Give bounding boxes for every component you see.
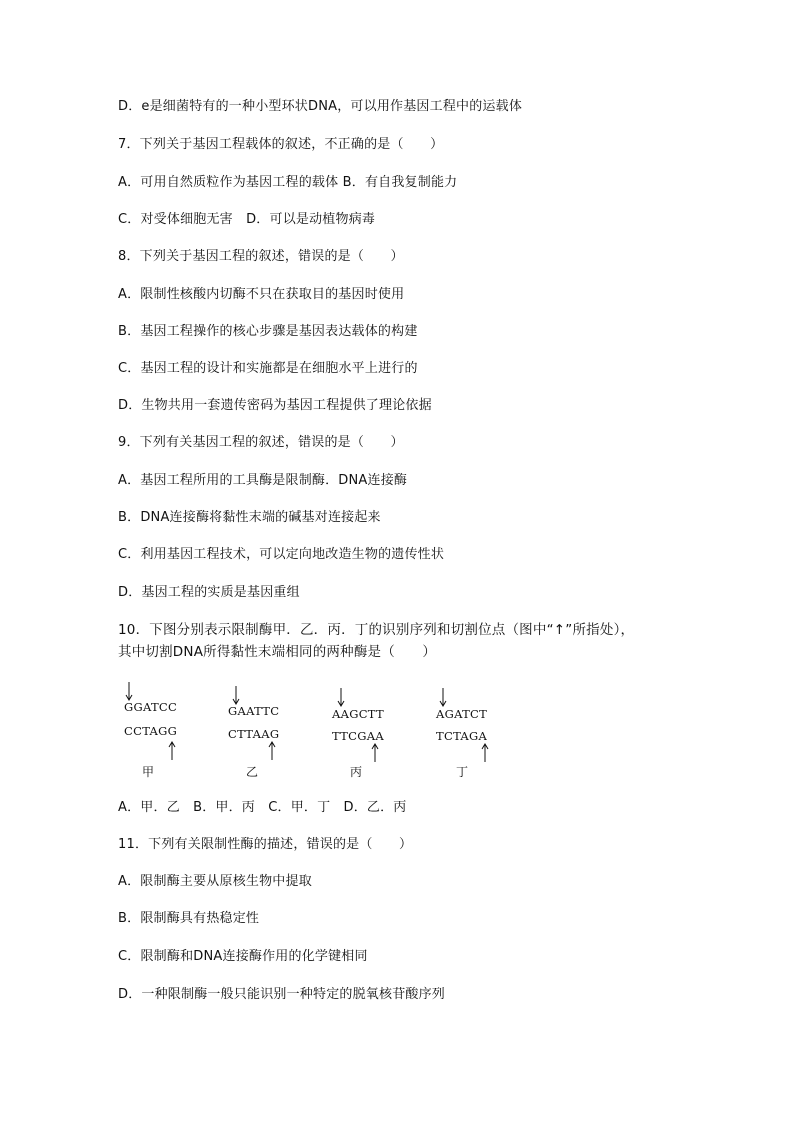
option-8a: A．限制性核酸内切酶不只在获取目的基因时使用 [118,287,405,302]
options-7cd: C．对受体细胞无害 D．可以是动植物病毒 [118,212,376,227]
up-arrow-icon [267,740,277,760]
option-11d: D．一种限制酶一般只能识别一种特定的脱氧核苷酸序列 [118,987,446,1002]
enzyme-label: 甲 [142,765,155,779]
option-8b: B．基因工程操作的核心步骤是基因表达载体的构建 [118,324,418,339]
enzyme-ding [436,682,516,782]
recognition-sequence-bottom: TTCGAA [332,729,384,743]
option-11c: C．限制酶和DNA连接酶作用的化学键相同 [118,949,368,964]
down-arrow-icon [231,686,241,706]
option-8d: D．生物共用一套遗传密码为基因工程提供了理论依据 [118,398,432,413]
option-6d: D．e是细菌特有的一种小型环状DNA，可以用作基因工程中的运载体 [118,99,523,114]
option-11b: B．限制酶具有热稳定性 [118,911,260,926]
option-11a: A．限制酶主要从原核生物中提取 [118,874,312,889]
option-8c: C．基因工程的设计和实施都是在细胞水平上进行的 [118,361,418,376]
question-10-line1: 10．下图分别表示限制酶甲．乙．丙．丁的识别序列和切割位点（图中“↑”所指处）， [118,622,635,638]
recognition-sequence-top: GGATCC [124,700,178,714]
enzyme-label: 乙 [246,765,259,779]
up-arrow-icon [370,742,380,762]
enzyme-label: 丙 [350,765,363,779]
option-9c: C．利用基因工程技术，可以定向地改造生物的遗传性状 [118,547,445,562]
option-9b: B．DNA连接酶将黏性末端的碱基对连接起来 [118,510,381,525]
recognition-sequence-top: GAATTC [228,704,280,718]
question-10-line2: 其中切割DNA所得黏性末端相同的两种酶是（ ） [118,644,437,660]
recognition-sequence-bottom: TCTAGA [436,729,488,743]
up-arrow-icon [167,740,177,760]
down-arrow-icon [336,688,346,708]
options-7ab: A．可用自然质粒作为基因工程的载体 B．有自我复制能力 [118,175,458,190]
question-8: 8．下列关于基因工程的叙述，错误的是（ ） [118,249,404,264]
recognition-sequence-top: AGATCT [436,707,488,721]
down-arrow-icon [438,688,448,708]
enzyme-bing [332,682,412,782]
enzyme-yi [228,682,308,782]
question-11: 11．下列有关限制性酶的描述，错误的是（ ） [118,837,413,852]
up-arrow-icon [480,742,490,762]
enzyme-jia [124,682,204,782]
recognition-sequence-top: AAGCTT [332,707,384,721]
recognition-sequence-bottom: CCTAGG [124,724,178,738]
question-7: 7．下列关于基因工程载体的叙述，不正确的是（ ） [118,137,444,152]
option-9d: D．基因工程的实质是基因重组 [118,585,300,600]
option-9a: A．基因工程所用的工具酶是限制酶．DNA连接酶 [118,473,408,488]
question-9: 9．下列有关基因工程的叙述，错误的是（ ） [118,435,404,450]
enzyme-label: 丁 [456,765,469,779]
down-arrow-icon [124,682,134,702]
recognition-sequence-bottom: CTTAAG [228,727,280,741]
options-10: A．甲．乙 B．甲．丙 C．甲．丁 D．乙．丙 [118,800,407,815]
